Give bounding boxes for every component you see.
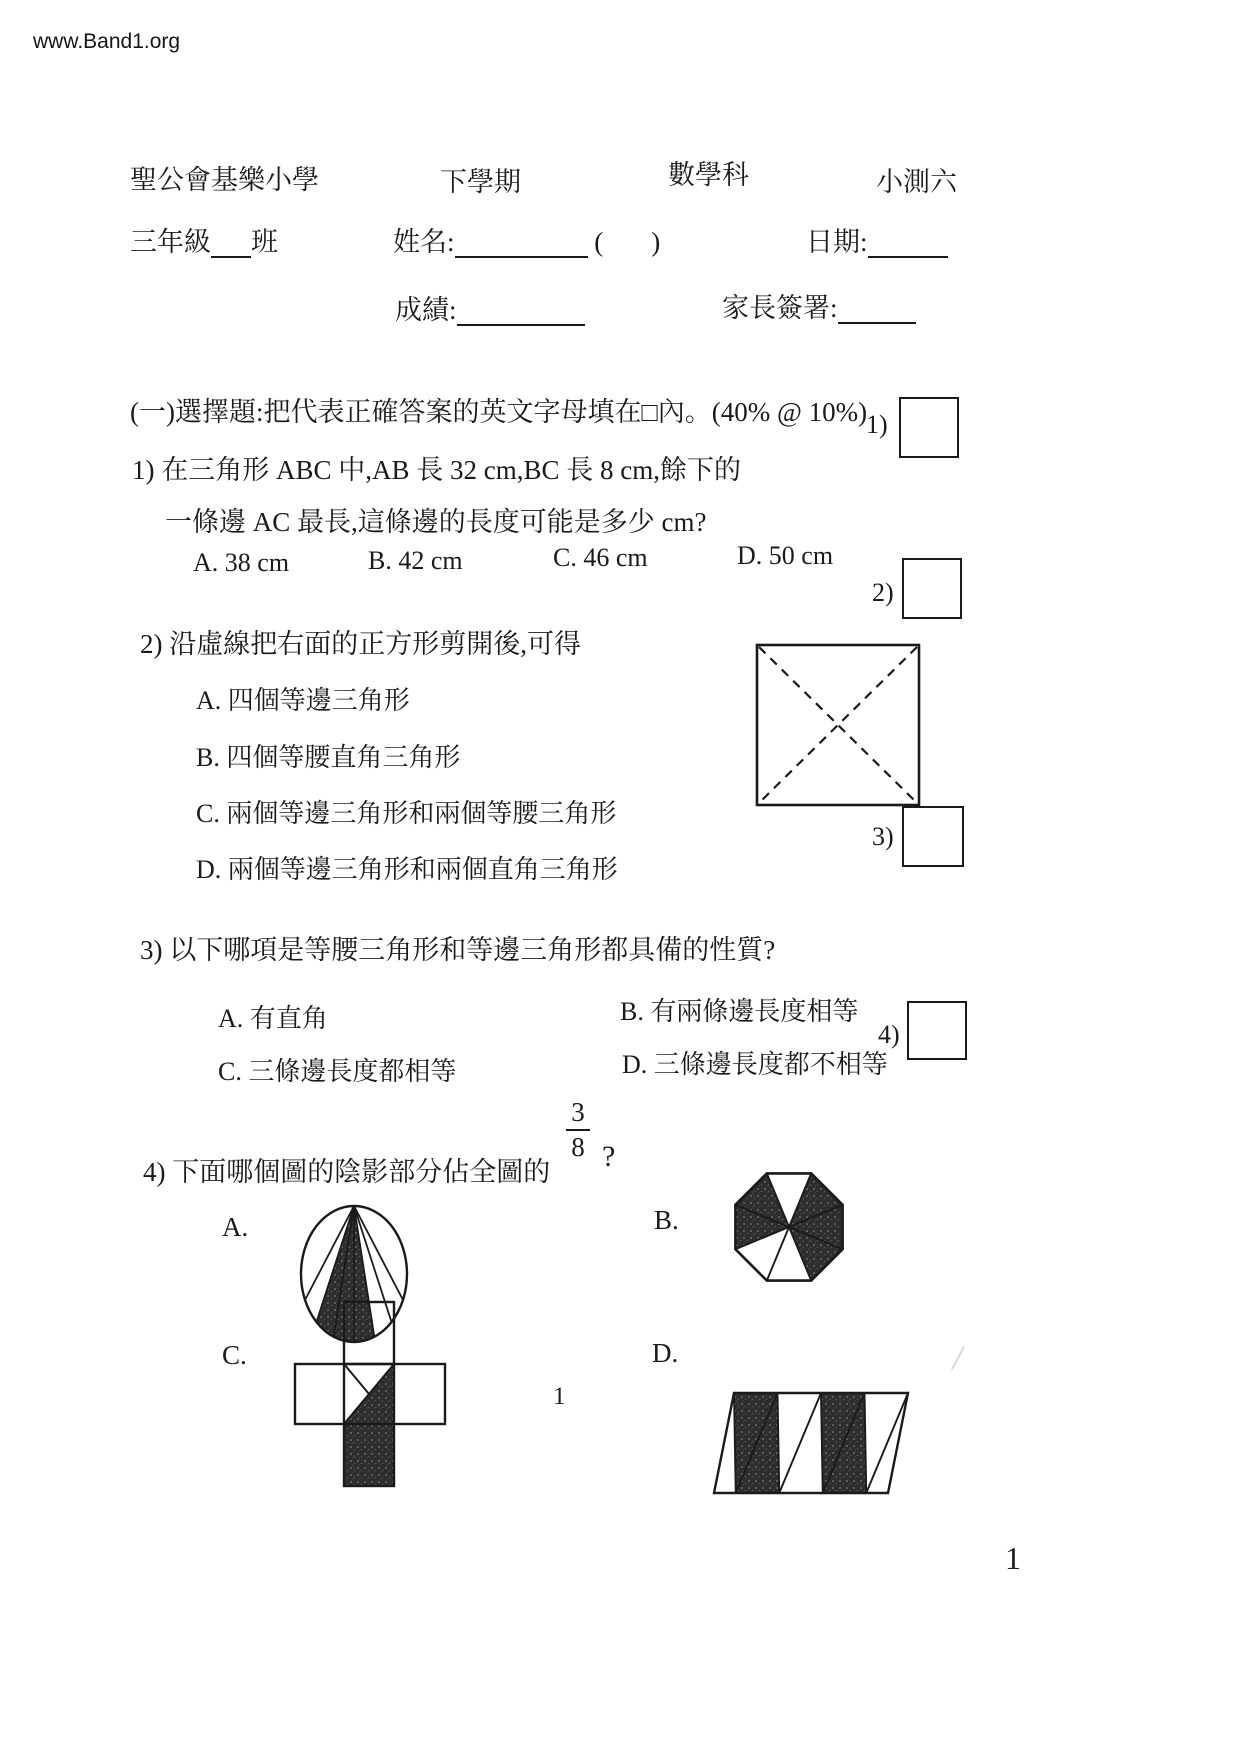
question-1-option-a: A. 38 cm: [193, 548, 290, 577]
quiz-title: 小測六: [876, 167, 957, 197]
date-line: [806, 220, 948, 259]
answer-box-2: [902, 558, 962, 619]
question-3-option-b: B. 有兩條邊長度相等: [620, 997, 859, 1026]
score-label: 成績:: [395, 295, 457, 325]
class-blank: [211, 256, 251, 258]
subject-label: 數學科: [668, 160, 749, 190]
answer-label-3: 3): [872, 822, 894, 851]
question-4-text: 4) 下面哪個圖的陰影部分佔全圖的: [143, 1157, 551, 1187]
fraction-bar: [566, 1129, 590, 1131]
name-label: 姓名:: [393, 227, 455, 257]
question-4-number: 4): [143, 1157, 166, 1187]
fraction-denominator: 8: [571, 1132, 585, 1162]
date-label: 日期:: [806, 227, 868, 257]
name-blank: [455, 256, 588, 258]
question-4-fraction: [566, 1098, 590, 1162]
question-4-question-mark: ?: [602, 1140, 616, 1173]
figure-d-label: D.: [652, 1338, 679, 1368]
figure-b-label: B.: [654, 1205, 679, 1235]
name-paren-close: ): [651, 227, 661, 257]
question-3-number: 3): [140, 935, 163, 965]
parent-sign-line: [722, 286, 916, 325]
question-2-text: 2) 沿虛線把右面的正方形剪開後,可得: [140, 629, 581, 659]
question-1-number: 1): [132, 455, 155, 485]
page-number-center: 1: [553, 1383, 566, 1410]
scan-artifact: [951, 1346, 965, 1370]
watermark: www.Band1.org: [33, 30, 181, 53]
question-3-option-c: C. 三條邊長度都相等: [218, 1057, 457, 1086]
question-2-number: 2): [140, 629, 163, 659]
question-3-option-a: A. 有直角: [218, 1004, 328, 1033]
question-1-option-b: B. 42 cm: [368, 546, 463, 575]
answer-label-2: 2): [872, 578, 894, 607]
q2-square-figure: [752, 640, 924, 812]
question-1-option-d: D. 50 cm: [737, 541, 834, 570]
name-paren-open: (: [594, 227, 604, 257]
question-2-option-a: A. 四個等邊三角形: [196, 686, 410, 715]
figure-c-label: C.: [222, 1340, 247, 1370]
score-line: [395, 288, 585, 327]
question-3-option-d: D. 三條邊長度都不相等: [622, 1050, 888, 1079]
score-blank: [457, 324, 585, 326]
class-suffix: 班: [251, 227, 278, 257]
answer-box-3: [902, 806, 964, 867]
question-3-text: 3) 以下哪項是等腰三角形和等邊三角形都具備的性質?: [140, 935, 776, 965]
parent-sign-label: 家長簽署:: [722, 293, 838, 323]
answer-box-1: [899, 397, 959, 458]
term-label: 下學期: [440, 167, 521, 197]
question-1-option-c: C. 46 cm: [553, 543, 648, 572]
class-line: [130, 220, 278, 259]
section-title: (一)選擇題:把代表正確答案的英文字母填在□內。(40% @ 10%): [130, 397, 868, 427]
question-1-line-1: 1) 在三角形 ABC 中,AB 長 32 cm,BC 長 8 cm,餘下的: [132, 455, 742, 485]
name-line: [393, 220, 660, 259]
figure-b-octagon: [728, 1166, 850, 1288]
question-2-option-b: B. 四個等腰直角三角形: [196, 743, 461, 772]
answer-label-4: 4): [878, 1020, 900, 1049]
question-2-option-d: D. 兩個等邊三角形和兩個直角三角形: [196, 855, 618, 884]
figure-c-cross: [293, 1298, 447, 1496]
figure-a-label: A.: [222, 1212, 249, 1242]
fraction-numerator: 3: [571, 1097, 585, 1127]
school-name: 聖公會基樂小學: [130, 165, 319, 195]
answer-box-4: [907, 1001, 967, 1060]
parent-sign-blank: [838, 322, 916, 324]
date-blank: [868, 256, 948, 258]
figure-d-strip: [712, 1388, 914, 1500]
answer-label-1: 1): [866, 410, 888, 439]
question-1-line-2: 一條邊 AC 最長,這條邊的長度可能是多少 cm?: [165, 507, 707, 537]
page-number-corner: 1: [1005, 1540, 1021, 1576]
question-2-option-c: C. 兩個等邊三角形和兩個等腰三角形: [196, 799, 617, 828]
class-prefix: 三年級: [130, 227, 211, 257]
